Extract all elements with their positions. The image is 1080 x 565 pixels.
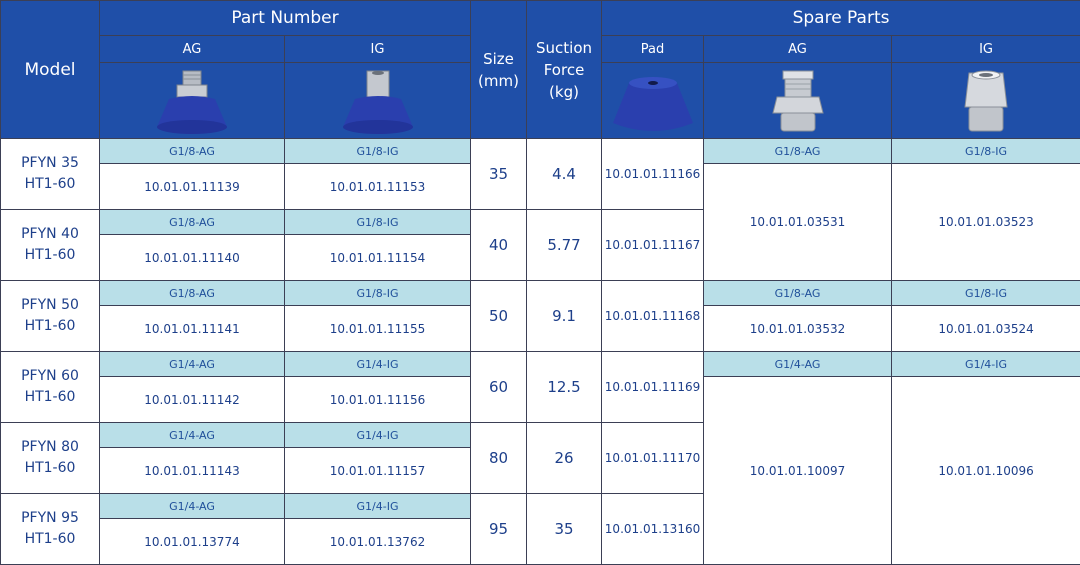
row-model: PFYN 40 HT1-60 (1, 210, 100, 281)
size-value: 80 (471, 423, 527, 494)
header-suction-force: Suction Force (kg) (527, 1, 602, 139)
ag-part-number: 10.01.01.13774 (100, 519, 285, 565)
pad-part-number: 10.01.01.11170 (602, 423, 704, 494)
ig-suction-cup-icon (333, 69, 423, 137)
spare-ag-part-number: 10.01.01.03531 (704, 164, 892, 281)
ig-part-number: 10.01.01.11153 (285, 164, 471, 210)
row-model: PFYN 35 HT1-60 (1, 139, 100, 210)
ig-thread-label: G1/4-IG (285, 423, 471, 448)
spare-ig-part-number: 10.01.01.03524 (892, 306, 1080, 352)
ag-thread-label: G1/8-AG (100, 139, 285, 164)
ag-thread-label: G1/8-AG (100, 210, 285, 235)
ag-part-number: 10.01.01.11141 (100, 306, 285, 352)
pad-part-number: 10.01.01.11167 (602, 210, 704, 281)
force-value: 9.1 (527, 281, 602, 352)
header-spare-ig: IG (892, 36, 1080, 63)
pad-part-number: 10.01.01.11166 (602, 139, 704, 210)
ag-thread-label: G1/4-AG (100, 423, 285, 448)
ag-part-number: 10.01.01.11142 (100, 377, 285, 423)
pad-part-number: 10.01.01.11169 (602, 352, 704, 423)
ig-thread-label: G1/8-IG (285, 210, 471, 235)
ag-suction-cup-icon (147, 69, 237, 137)
spare-ag-thread-label: G1/8-AG (704, 139, 892, 164)
size-value: 50 (471, 281, 527, 352)
pad-part-number: 10.01.01.13160 (602, 494, 704, 565)
force-value: 5.77 (527, 210, 602, 281)
ag-thread-label: G1/4-AG (100, 494, 285, 519)
spare-ag-part-number: 10.01.01.10097 (704, 377, 892, 565)
header-pad: Pad (602, 36, 704, 63)
pad-image-cell (602, 63, 704, 139)
row-model: PFYN 60 HT1-60 (1, 352, 100, 423)
ig-thread-label: G1/8-IG (285, 281, 471, 306)
spare-ag-image-cell (704, 63, 892, 139)
ag-part-number: 10.01.01.11139 (100, 164, 285, 210)
size-value: 40 (471, 210, 527, 281)
row-model: PFYN 95 HT1-60 (1, 494, 100, 565)
row-model: PFYN 80 HT1-60 (1, 423, 100, 494)
size-value: 35 (471, 139, 527, 210)
ag-part-number: 10.01.01.11140 (100, 235, 285, 281)
ag-fitting-icon (763, 67, 833, 137)
ag-thread-label: G1/4-AG (100, 352, 285, 377)
ig-cup-image-cell (285, 63, 471, 139)
ig-part-number: 10.01.01.11156 (285, 377, 471, 423)
force-value: 12.5 (527, 352, 602, 423)
ig-thread-label: G1/4-IG (285, 494, 471, 519)
force-value: 4.4 (527, 139, 602, 210)
header-model: Model (1, 1, 100, 139)
spare-ig-thread-label: G1/8-IG (892, 139, 1080, 164)
ag-cup-image-cell (100, 63, 285, 139)
force-value: 26 (527, 423, 602, 494)
spare-ag-thread-label: G1/8-AG (704, 281, 892, 306)
header-spare-ag: AG (704, 36, 892, 63)
header-size: Size (mm) (471, 1, 527, 139)
header-ag: AG (100, 36, 285, 63)
ig-thread-label: G1/4-IG (285, 352, 471, 377)
spare-ig-part-number: 10.01.01.03523 (892, 164, 1080, 281)
spare-ig-image-cell (892, 63, 1080, 139)
spare-ag-thread-label: G1/4-AG (704, 352, 892, 377)
ag-part-number: 10.01.01.11143 (100, 448, 285, 494)
ig-part-number: 10.01.01.11155 (285, 306, 471, 352)
ig-part-number: 10.01.01.11157 (285, 448, 471, 494)
size-value: 95 (471, 494, 527, 565)
spare-ag-part-number: 10.01.01.03532 (704, 306, 892, 352)
size-value: 60 (471, 352, 527, 423)
spare-ig-thread-label: G1/8-IG (892, 281, 1080, 306)
ig-thread-label: G1/8-IG (285, 139, 471, 164)
ag-thread-label: G1/8-AG (100, 281, 285, 306)
ig-fitting-icon (951, 67, 1021, 137)
header-ig: IG (285, 36, 471, 63)
spare-ig-part-number: 10.01.01.10096 (892, 377, 1080, 565)
header-part-number: Part Number (100, 1, 471, 36)
row-model: PFYN 50 HT1-60 (1, 281, 100, 352)
ig-part-number: 10.01.01.13762 (285, 519, 471, 565)
force-value: 35 (527, 494, 602, 565)
ig-part-number: 10.01.01.11154 (285, 235, 471, 281)
header-spare-parts: Spare Parts (602, 1, 1080, 36)
pad-icon (605, 69, 701, 137)
pad-part-number: 10.01.01.11168 (602, 281, 704, 352)
spare-ig-thread-label: G1/4-IG (892, 352, 1080, 377)
